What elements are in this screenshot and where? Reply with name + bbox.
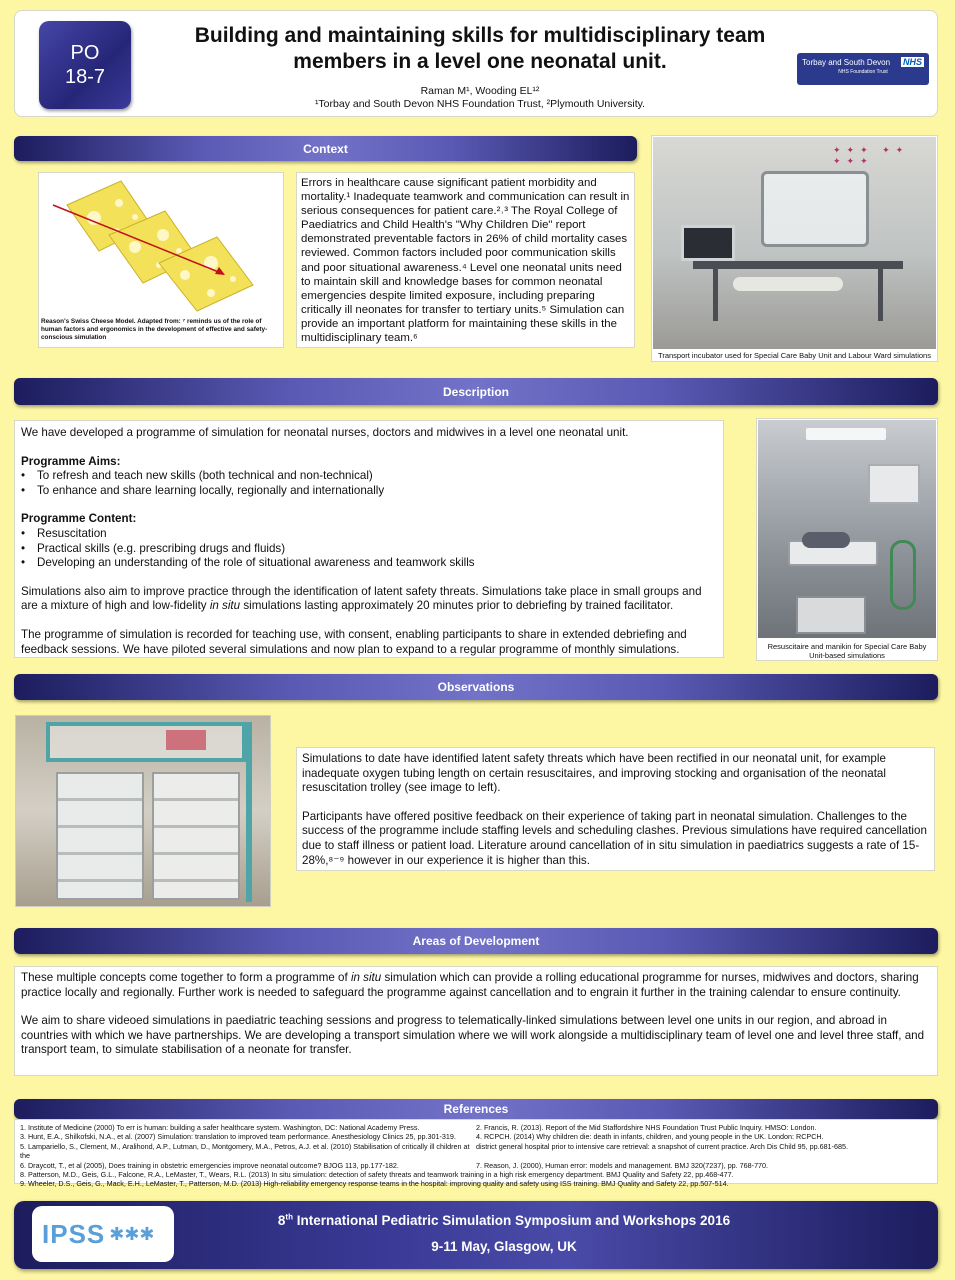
reference-row: [20, 1132, 932, 1141]
tubing: [890, 540, 916, 610]
footer-banner: [14, 1201, 938, 1269]
poster-code-line2: 18-7: [64, 66, 106, 88]
incubator-photo-caption: Transport incubator used for Special Care Baby Unit and Labour Ward simulations: [658, 351, 931, 360]
development-para1: These multiple concepts come together to form a programme of in situ simulation which can provide a rolling educational programme for nurses, midwives and doctors, sharing practice locally and regionally. Further work is needed to safeguard the programme against cancellation and to engrain it further in the training calendar to ensure continuity.: [21, 971, 919, 999]
reference-item: 2. Francis, R. (2013). Report of the Mid Staffordshire NHS Foundation Trust Public Inquiry. HMSO: London.: [476, 1123, 817, 1132]
resuscitaire-photo-frame: [756, 418, 938, 661]
incubator-photo: [653, 137, 936, 349]
poster-title: [145, 23, 815, 75]
ceiling-light: [806, 428, 886, 440]
reference-item: 9. Wheeler, D.S., Geis, G., Mack, E.H., LeMaster, T., Patterson, M.D. (2013) High-reliability emergency response teams in the hospital: improving quality and safety using ISS training. BMJ Quality and Safety 22, pp.507-514.: [20, 1179, 729, 1189]
development-para2: We aim to share videoed simulations in paediatric teaching sessions and progress to telematically-linked simulations between level one units in our region, and abroad in countries with which we have partnerships. We are developing a transport simulation where we will work alongside a multidisciplinary team of level one and level three staff, and transport team, to simulate stabilisation of a neonate for transfer.: [21, 1014, 925, 1057]
aim-item: • To enhance and share learning locally, regionally and internationally: [21, 484, 717, 499]
description-intro: We have developed a programme of simulation for neonatal nurses, doctors and midwives in a level one neonatal unit.: [21, 426, 629, 439]
reference-item: 3. Hunt, E.A., Shilkofski, N.A., et al. (2007) Simulation: translation to improved team performance. Anesthesiology Clinics 25, pp.301-319.: [20, 1132, 456, 1142]
reference-row: [20, 1142, 932, 1161]
incubator-hood: [761, 171, 869, 247]
nhs-logo-subtext: NHS Foundation Trust: [838, 69, 888, 75]
poster-title-line2: members in a level one neonatal unit.: [293, 50, 667, 73]
development-text-box: [14, 966, 938, 1076]
aims-heading: Programme Aims:: [21, 454, 121, 468]
trolley-drawers-right: [152, 772, 240, 900]
swiss-cheese-figure: [38, 172, 284, 348]
reference-item: 7. Reason, J. (2000), Human error: models and management. BMJ 320(7237), pp. 768-770.: [476, 1160, 769, 1170]
poster-code-line1: PO: [70, 42, 100, 64]
description-para2: The programme of simulation is recorded for teaching use, with consent, enabling participants to share in extended debriefing and feedback sessions. We have piloted several simulations and now plan to expand to a regular programme of monthly simulations.: [21, 627, 687, 656]
section-heading-observations: Observations: [14, 674, 938, 700]
context-text-box: [296, 172, 635, 348]
context-text: Errors in healthcare cause significant patient morbidity and mortality.¹ Inadequate teamwork and communication can result in serious consequences for patient care.²˒³ The Royal College of Paediatrics and Child Health's "Why Children Die" report demonstrated preventable factors in 26% of child mortality cases reviewed. Common factors included poor communication skills and poor situational awareness.⁴ Level one neonatal units need to maintain skill and knowledge bases for common neonatal emergencies despite limited exposure, including preparing critically ill neonates for transfer to tertiary units.⁵ Simulation can provide an important platform for maintaining these skills in the multidisciplinary team.⁶: [301, 177, 630, 345]
content-item: • Developing an understanding of the role of situational awareness and teamwork skills: [21, 556, 717, 571]
reference-item: district general hospital prior to intensive care retrieval: a snapshot of current practice. Arch Dis Child 95, pp.681-685.: [476, 1141, 848, 1151]
poster-code-badge: [39, 21, 131, 109]
authors: Raman M¹, Wooding EL¹²: [420, 85, 540, 97]
content-item: • Resuscitation: [21, 527, 717, 542]
content-list: [21, 527, 717, 571]
supply-packs: [166, 730, 206, 750]
poster-title-line1: Building and maintaining skills for multidisciplinary team: [194, 24, 766, 47]
observations-para1: Simulations to date have identified latent safety threats which have been rectified in our neonatal unit, for example inadequate oxygen tubing length on certain resuscitaires, and improving stocking and organisation of the neonatal resuscitation trolley (see image to left).: [302, 752, 886, 795]
children-figures-icon: ✱✱✱: [109, 1223, 155, 1244]
section-heading-references: References: [14, 1099, 938, 1119]
content-heading: Programme Content:: [21, 512, 137, 526]
reference-row: [20, 1170, 932, 1179]
header-panel: [14, 10, 938, 117]
nhs-trust-logo: [797, 53, 929, 85]
trolley-frame-right: [246, 722, 252, 902]
cart-base: [796, 596, 866, 634]
trolley-drawers-left: [56, 772, 144, 900]
reference-item: 5. Lampariello, S., Clement, M., Aralihond, A.P., Lutman, D., Montgomery, M.A., Petros, A.J. et al. (2010) Stabilisation of critically ill children at the: [20, 1141, 470, 1161]
section-heading-context: Context: [14, 136, 637, 161]
reference-item: 1. Institute of Medicine (2000) To err is human: building a safer healthcare system. Washington, DC: National Academy Press.: [20, 1123, 420, 1132]
reference-item: 6. Draycott, T., et al (2005), Does training in obstetric emergencies improve neonatal outcome? BJOG 113, pp.177-182.: [20, 1160, 399, 1170]
reference-row: [20, 1161, 932, 1170]
ipss-logo-text: IPSS: [42, 1218, 106, 1249]
reference-item: 8. Patterson, M.D., Geis, G.L., Falcone, R.A., LeMaster, T., Wears, R.L. (2013) In situ simulation: detection of safety threats and teamwork training in a high risk emergency department. BMJ Quality and Safety 22, pp.468-477.: [20, 1170, 734, 1180]
aim-item: • To refresh and teach new skills (both technical and non-technical): [21, 469, 717, 484]
nhs-logo-text: Torbay and South Devon: [802, 57, 891, 67]
footer-line2: 9-11 May, Glasgow, UK: [431, 1239, 577, 1254]
observations-text-box: [296, 747, 935, 871]
trolley-shelf-top: [46, 722, 246, 762]
observations-para2: Participants have offered positive feedback on their experience of taking part in neonatal simulation. Challenges to the success of the programme include staffing levels and scheduling clashes. Previous simulations have required cancellation due to staff illness or patient load. Literature around cancellation of in situ simulation in paediatrics suggests a rate of 15-28%,⁸⁻⁹ however in our experience it is higher than this.: [302, 809, 927, 867]
ipss-logo: [32, 1206, 174, 1262]
resuscitaire-heater: [868, 464, 920, 504]
resuscitation-trolley-photo: [15, 715, 271, 907]
description-text-box: [14, 420, 724, 658]
reference-item: 4. RCPCH. (2014) Why children die: death in infants, children, and young people in the UK. London: RCPCH.: [476, 1132, 824, 1142]
resuscitaire-photo: [758, 420, 936, 638]
incubator-photo-frame: [651, 135, 938, 362]
oxygen-cylinder: [733, 277, 843, 291]
nhs-logo-mark: NHS: [902, 57, 922, 67]
reference-row: [20, 1179, 932, 1188]
swiss-cheese-illustration: [39, 173, 283, 313]
trolley-frame: [693, 261, 903, 269]
aims-list: [21, 469, 717, 498]
content-item: • Practical skills (e.g. prescribing drugs and fluids): [21, 542, 717, 557]
references-box: [14, 1119, 938, 1189]
section-heading-development: Areas of Development: [14, 928, 938, 954]
affiliations: ¹Torbay and South Devon NHS Foundation Trust, ²Plymouth University.: [314, 98, 646, 110]
footer-line1: 8th International Pediatric Simulation Symposium and Workshops 2016: [277, 1212, 731, 1228]
manikin: [802, 532, 850, 548]
wall-butterflies: ✦✦✦ ✦✦ ✦✦✦: [833, 145, 910, 166]
reference-row: [20, 1123, 932, 1132]
description-para1: Simulations also aim to improve practice through the identification of latent safety threats. Simulations take place in small groups and are a mixture of high and low-fidelity in situ simulations lasting approximately 20 minutes prior to debriefing by trained facilitator.: [21, 584, 702, 613]
swiss-cheese-caption: Reason's Swiss Cheese Model. Adapted from: ⁷ reminds us of the role of human factors and ergonomics in the development of effective and safety-conscious simulation: [41, 318, 268, 341]
monitor-screen: [681, 225, 735, 261]
section-heading-description: Description: [14, 378, 938, 405]
resuscitaire-photo-caption: Resuscitaire and manikin for Special Care Baby Unit-based simulations: [767, 642, 927, 660]
